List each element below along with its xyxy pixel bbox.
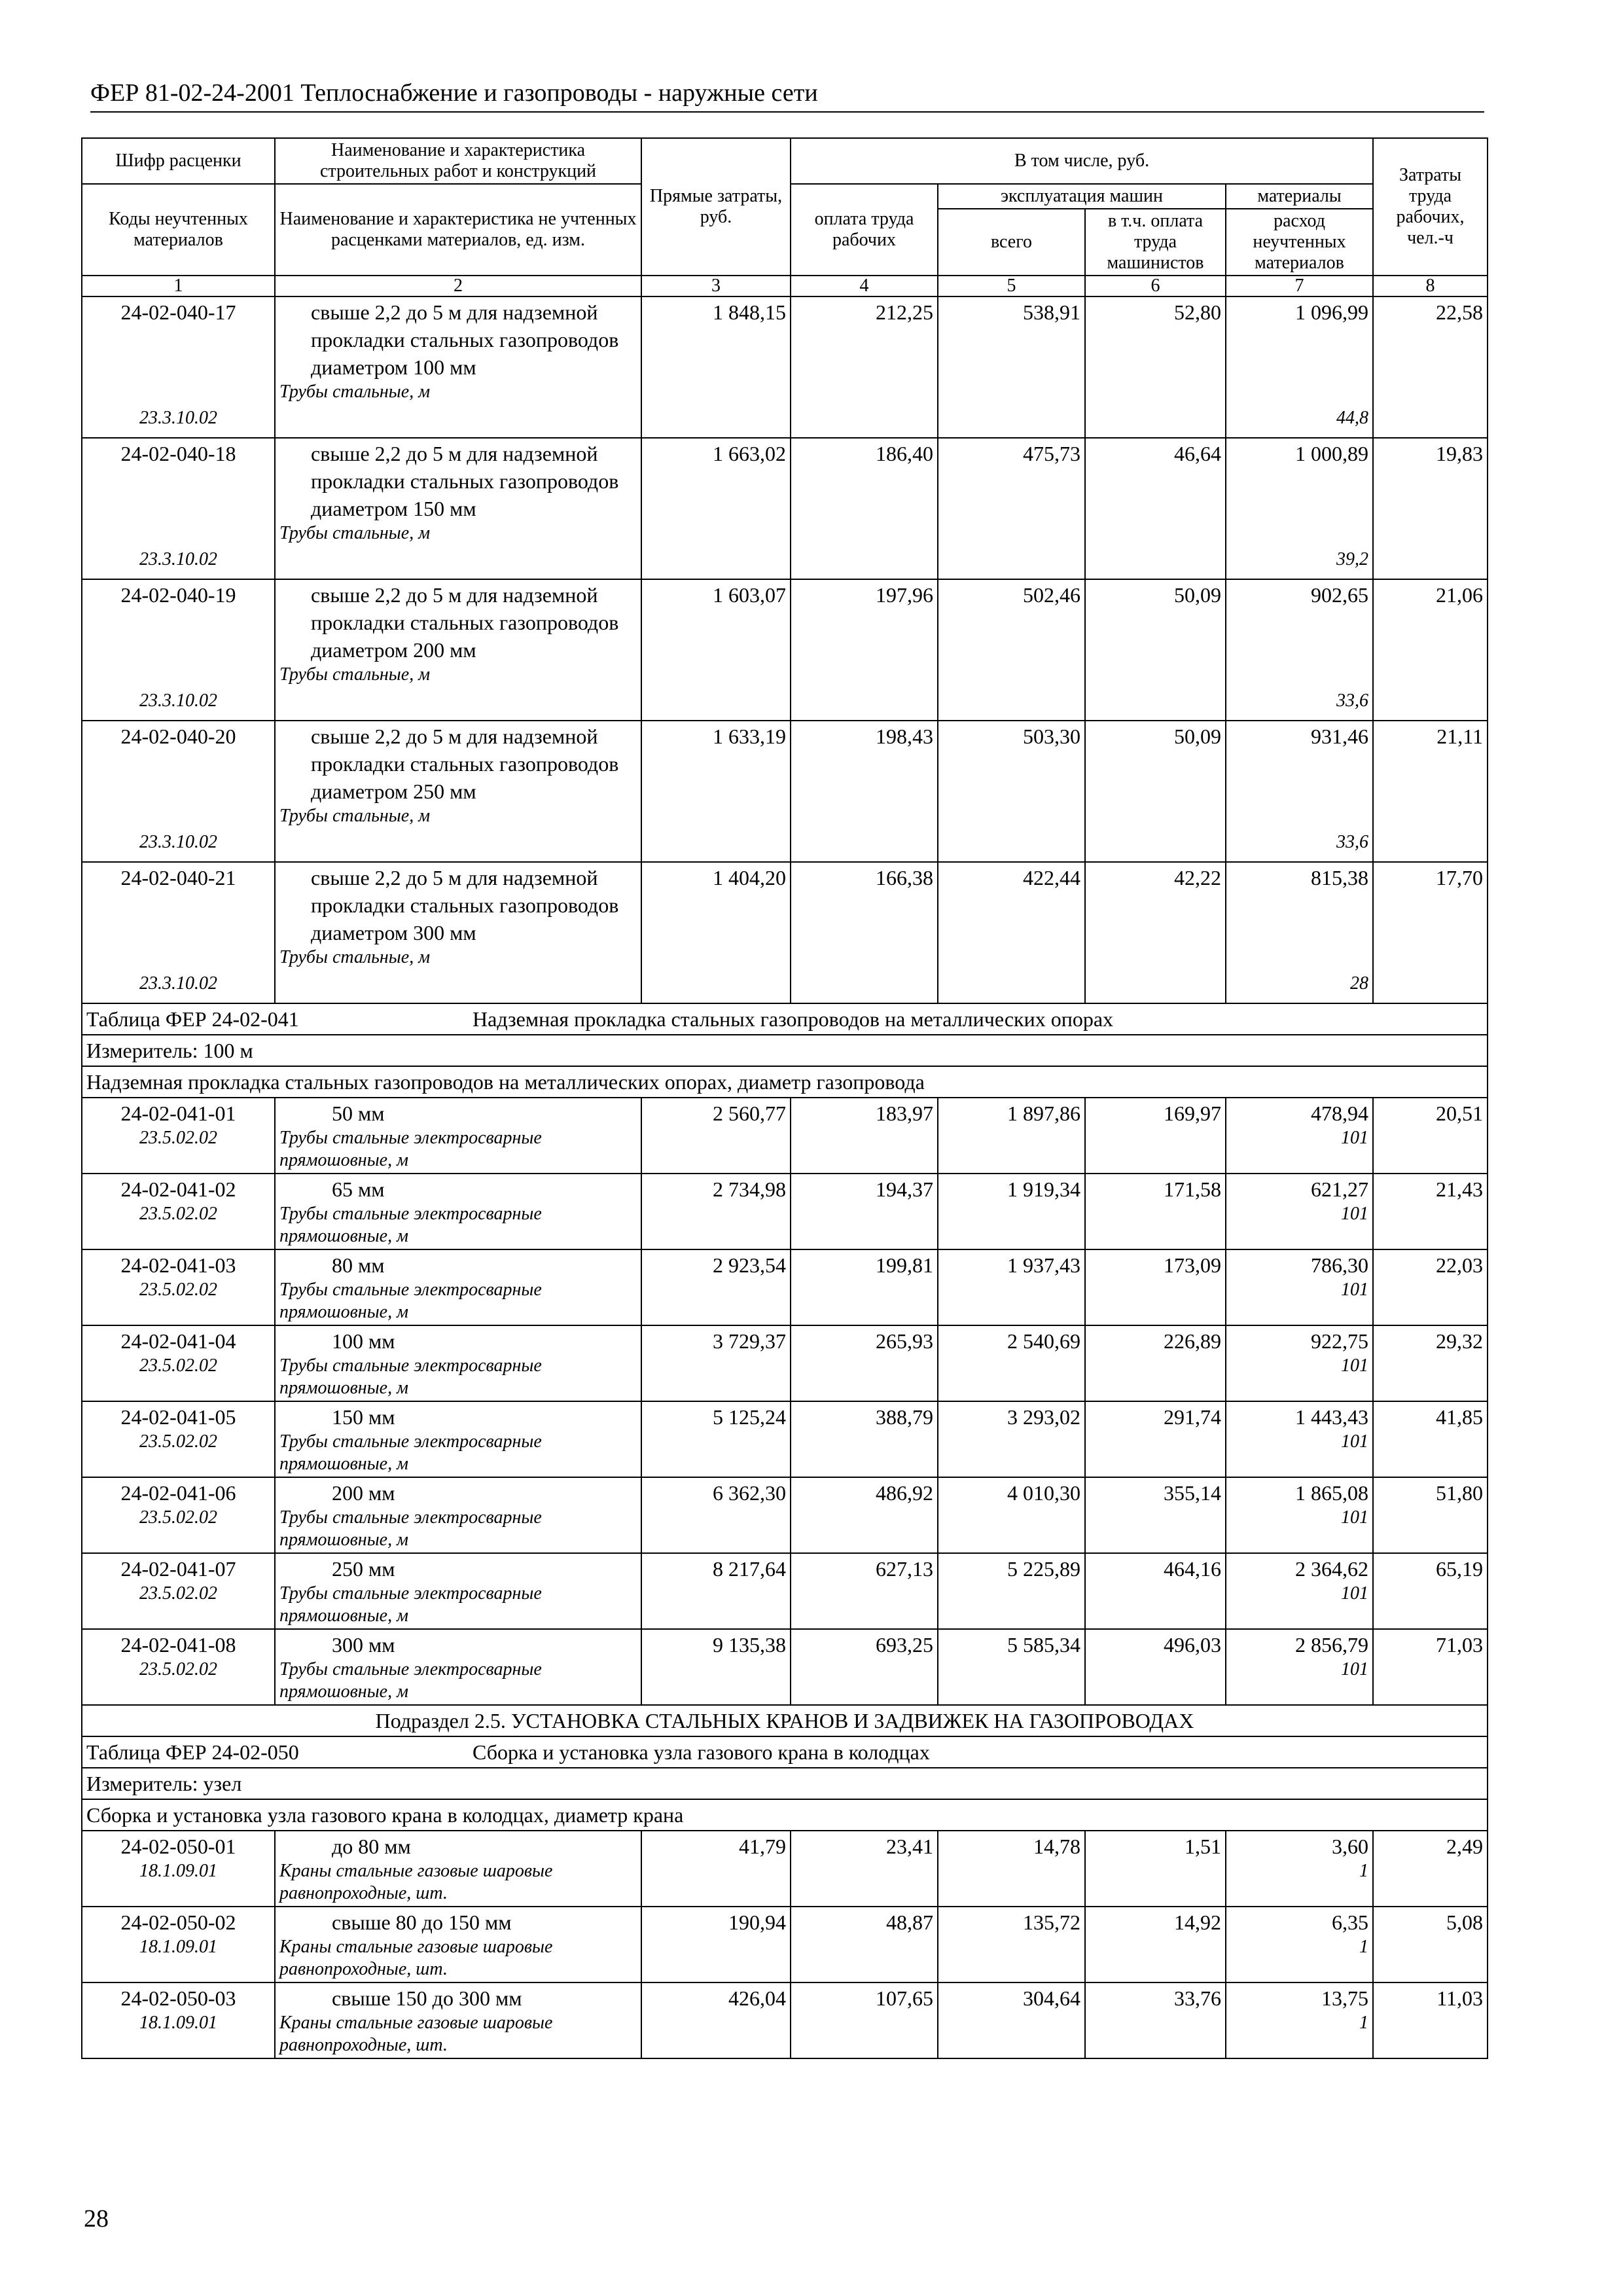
rate-code: 24-02-041-04 [120, 1329, 236, 1353]
table-group-title: Сборка и установка узла газового крана в колодцах, диаметр крана [82, 1799, 1488, 1831]
labor-hours: 21,43 [1373, 1174, 1488, 1249]
worker-wage: 48,87 [791, 1907, 938, 1982]
rate-code-cell [82, 1098, 275, 1174]
machine-total: 538,91 [938, 296, 1085, 438]
col-mach-header: эксплуатация машин [938, 184, 1226, 209]
table-group-title-row [82, 1066, 1488, 1098]
labor-hours: 20,51 [1373, 1098, 1488, 1174]
material-name: Трубы стальные, м [279, 664, 431, 685]
rate-code-cell [82, 1249, 275, 1325]
machine-total: 475,73 [938, 438, 1085, 579]
direct-cost: 1 848,15 [641, 296, 791, 438]
materials-cost: 931,46 [1311, 725, 1369, 748]
labor-hours: 51,80 [1373, 1477, 1488, 1553]
material-name: Трубы стальные электросварные прямошовные, м [279, 1431, 542, 1474]
worker-wage: 212,25 [791, 296, 938, 438]
col-mach-wage-header: в т.ч. оплата труда машинистов [1085, 209, 1226, 276]
materials-cost: 922,75 [1311, 1329, 1369, 1353]
material-quantity: 44,8 [1336, 408, 1369, 428]
materials-cost-cell [1226, 296, 1373, 438]
rate-code-cell [82, 438, 275, 579]
machine-operator-wage: 52,80 [1085, 296, 1226, 438]
rate-row [82, 1249, 1488, 1325]
material-name: Краны стальные газовые шаровые равнопроходные, шт. [279, 2013, 553, 2055]
machine-operator-wage: 46,64 [1085, 438, 1226, 579]
work-description: до 80 мм [332, 1835, 411, 1858]
section-title: Подраздел 2.5. УСТАНОВКА СТАЛЬНЫХ КРАНОВ И ЗАДВИЖЕК НА ГАЗОПРОВОДАХ [82, 1705, 1488, 1736]
direct-cost: 6 362,30 [641, 1477, 791, 1553]
column-number: 6 [1085, 276, 1226, 296]
material-quantity: 28 [1350, 973, 1369, 994]
rate-code-cell [82, 1325, 275, 1401]
rate-description-cell [275, 1982, 641, 2058]
rate-row [82, 1629, 1488, 1705]
material-name: Трубы стальные электросварные прямошовные, м [279, 1280, 542, 1322]
col-code-header: Шифр расценки [82, 138, 275, 184]
rate-code: 24-02-040-19 [120, 583, 236, 607]
col-mat-header: материалы [1226, 184, 1373, 209]
rate-row [82, 721, 1488, 862]
col-name-header: Наименование и характеристика строительных работ и конструкций [275, 138, 641, 184]
materials-cost-cell [1226, 438, 1373, 579]
rate-description-cell [275, 1907, 641, 1982]
machine-total: 3 293,02 [938, 1401, 1085, 1477]
machine-total: 1 937,43 [938, 1249, 1085, 1325]
rate-code: 24-02-041-08 [120, 1633, 236, 1657]
rate-code-cell [82, 1477, 275, 1553]
labor-hours: 11,03 [1373, 1982, 1488, 2058]
rate-code: 24-02-041-07 [120, 1557, 236, 1581]
rate-row [82, 1553, 1488, 1629]
rate-code-cell [82, 296, 275, 438]
direct-cost: 190,94 [641, 1907, 791, 1982]
materials-cost: 621,27 [1311, 1177, 1369, 1201]
rates-table [81, 137, 1488, 2059]
column-number: 4 [791, 276, 938, 296]
work-description: 200 мм [332, 1481, 395, 1505]
worker-wage: 186,40 [791, 438, 938, 579]
material-quantity: 101 [1341, 1128, 1369, 1148]
rate-description-cell [275, 1553, 641, 1629]
table-number: Таблица ФЕР 24-02-050 [86, 1740, 299, 1764]
machine-total: 304,64 [938, 1982, 1085, 2058]
machine-total: 5 225,89 [938, 1553, 1085, 1629]
materials-cost: 1 000,89 [1295, 442, 1369, 465]
rate-code: 24-02-050-01 [120, 1835, 236, 1858]
column-number: 2 [275, 276, 641, 296]
material-name: Трубы стальные, м [279, 947, 431, 967]
direct-cost: 1 404,20 [641, 862, 791, 1003]
direct-cost: 1 663,02 [641, 438, 791, 579]
rate-code-cell [82, 1401, 275, 1477]
rate-code-cell [82, 1907, 275, 1982]
header-row-1 [82, 138, 1488, 184]
rate-code-cell [82, 1831, 275, 1907]
col-matcode-header: Коды неучтенных материалов [82, 184, 275, 276]
material-name: Трубы стальные электросварные прямошовные, м [279, 1507, 542, 1550]
materials-cost-cell [1226, 1098, 1373, 1174]
machine-total: 1 897,86 [938, 1098, 1085, 1174]
material-code: 18.1.09.01 [139, 1937, 217, 1957]
materials-cost-cell [1226, 579, 1373, 721]
material-name: Трубы стальные, м [279, 523, 431, 543]
materials-cost: 3,60 [1332, 1835, 1369, 1858]
table-group-title: Надземная прокладка стальных газопроводов на металлических опорах, диаметр газопровода [82, 1066, 1488, 1098]
material-code: 23.5.02.02 [139, 1204, 217, 1224]
rate-description-cell [275, 438, 641, 579]
rate-row [82, 1831, 1488, 1907]
machine-total: 503,30 [938, 721, 1085, 862]
material-name: Трубы стальные электросварные прямошовные, м [279, 1204, 542, 1246]
material-quantity: 101 [1341, 1431, 1369, 1452]
table-number: Таблица ФЕР 24-02-041 [86, 1007, 299, 1031]
materials-cost-cell [1226, 1629, 1373, 1705]
materials-cost-cell [1226, 1174, 1373, 1249]
work-description: свыше 150 до 300 мм [332, 1986, 522, 2010]
page-number: 28 [84, 2205, 109, 2233]
direct-cost: 3 729,37 [641, 1325, 791, 1401]
rate-code-cell [82, 721, 275, 862]
materials-cost: 786,30 [1311, 1253, 1369, 1277]
direct-cost: 41,79 [641, 1831, 791, 1907]
machine-total: 1 919,34 [938, 1174, 1085, 1249]
materials-cost: 815,38 [1311, 866, 1369, 889]
work-description: 80 мм [332, 1253, 385, 1277]
material-code: 23.3.10.02 [139, 408, 217, 428]
direct-cost: 5 125,24 [641, 1401, 791, 1477]
material-quantity: 1 [1359, 1937, 1369, 1957]
rate-row [82, 1174, 1488, 1249]
work-description: свыше 2,2 до 5 м для надземной прокладки стальных газопроводов диаметром 250 мм [311, 725, 619, 803]
worker-wage: 23,41 [791, 1831, 938, 1907]
materials-cost-cell [1226, 1907, 1373, 1982]
material-name: Краны стальные газовые шаровые равнопроходные, шт. [279, 1937, 553, 1979]
rate-description-cell [275, 1098, 641, 1174]
machine-operator-wage: 173,09 [1085, 1249, 1226, 1325]
material-code: 23.5.02.02 [139, 1355, 217, 1376]
machine-total: 14,78 [938, 1831, 1085, 1907]
rate-row [82, 1907, 1488, 1982]
rate-description-cell [275, 1629, 641, 1705]
rate-code-cell [82, 1174, 275, 1249]
rate-description-cell [275, 296, 641, 438]
rate-code: 24-02-040-20 [120, 725, 236, 748]
column-number: 7 [1226, 276, 1373, 296]
col-wage-header: оплата труда рабочих [791, 184, 938, 276]
table-group-title-row [82, 1799, 1488, 1831]
col-mach-total-header: всего [938, 209, 1085, 276]
labor-hours: 29,32 [1373, 1325, 1488, 1401]
col-labor-header: Затраты труда рабочих, чел.-ч [1373, 138, 1488, 276]
material-quantity: 101 [1341, 1355, 1369, 1376]
table-heading-row [82, 1736, 1488, 1768]
labor-hours: 5,08 [1373, 1907, 1488, 1982]
rate-code-cell [82, 1629, 275, 1705]
worker-wage: 388,79 [791, 1401, 938, 1477]
materials-cost-cell [1226, 1477, 1373, 1553]
rate-description-cell [275, 721, 641, 862]
machine-operator-wage: 291,74 [1085, 1401, 1226, 1477]
machine-total: 5 585,34 [938, 1629, 1085, 1705]
materials-cost: 13,75 [1321, 1986, 1369, 2010]
material-code: 23.5.02.02 [139, 1507, 217, 1528]
machine-operator-wage: 464,16 [1085, 1553, 1226, 1629]
material-code: 23.3.10.02 [139, 973, 217, 994]
work-description: 150 мм [332, 1405, 395, 1429]
worker-wage: 265,93 [791, 1325, 938, 1401]
materials-cost: 1 443,43 [1295, 1405, 1369, 1429]
material-code: 23.5.02.02 [139, 1431, 217, 1452]
direct-cost: 1 603,07 [641, 579, 791, 721]
material-name: Трубы стальные электросварные прямошовные, м [279, 1659, 542, 1702]
table-heading [82, 1736, 1488, 1768]
material-code: 23.5.02.02 [139, 1659, 217, 1679]
direct-cost: 2 734,98 [641, 1174, 791, 1249]
worker-wage: 166,38 [791, 862, 938, 1003]
machine-total: 4 010,30 [938, 1477, 1085, 1553]
rate-row [82, 1325, 1488, 1401]
machine-operator-wage: 42,22 [1085, 862, 1226, 1003]
machine-operator-wage: 14,92 [1085, 1907, 1226, 1982]
work-description: 300 мм [332, 1633, 395, 1657]
rate-code: 24-02-040-21 [120, 866, 236, 889]
material-quantity: 1 [1359, 1861, 1369, 1881]
direct-cost: 2 560,77 [641, 1098, 791, 1174]
material-quantity: 1 [1359, 2013, 1369, 2033]
material-code: 18.1.09.01 [139, 2013, 217, 2033]
rate-code: 24-02-040-18 [120, 442, 236, 465]
worker-wage: 198,43 [791, 721, 938, 862]
rate-code: 24-02-050-02 [120, 1910, 236, 1934]
worker-wage: 486,92 [791, 1477, 938, 1553]
materials-cost: 478,94 [1311, 1102, 1369, 1125]
labor-hours: 22,03 [1373, 1249, 1488, 1325]
worker-wage: 107,65 [791, 1982, 938, 2058]
labor-hours: 71,03 [1373, 1629, 1488, 1705]
work-description: свыше 2,2 до 5 м для надземной прокладки стальных газопроводов диаметром 200 мм [311, 583, 619, 662]
running-header: ФЕР 81-02-24-2001 Теплоснабжение и газопроводы - наружные сети [90, 77, 1484, 113]
material-name: Трубы стальные электросварные прямошовные, м [279, 1583, 542, 1626]
table-heading-row [82, 1003, 1488, 1035]
material-quantity: 39,2 [1336, 549, 1369, 569]
rate-description-cell [275, 1325, 641, 1401]
work-description: свыше 2,2 до 5 м для надземной прокладки стальных газопроводов диаметром 100 мм [311, 300, 619, 379]
materials-cost-cell [1226, 1553, 1373, 1629]
machine-operator-wage: 226,89 [1085, 1325, 1226, 1401]
worker-wage: 194,37 [791, 1174, 938, 1249]
rate-row [82, 1477, 1488, 1553]
direct-cost: 1 633,19 [641, 721, 791, 862]
rate-row [82, 1401, 1488, 1477]
machine-operator-wage: 1,51 [1085, 1831, 1226, 1907]
machine-operator-wage: 355,14 [1085, 1477, 1226, 1553]
machine-operator-wage: 33,76 [1085, 1982, 1226, 2058]
table-heading [82, 1003, 1488, 1035]
material-name: Трубы стальные, м [279, 382, 431, 402]
material-code: 23.5.02.02 [139, 1583, 217, 1604]
direct-cost: 2 923,54 [641, 1249, 791, 1325]
machine-operator-wage: 496,03 [1085, 1629, 1226, 1705]
machine-operator-wage: 171,58 [1085, 1174, 1226, 1249]
rate-description-cell [275, 1477, 641, 1553]
materials-cost: 2 364,62 [1295, 1557, 1369, 1581]
machine-operator-wage: 50,09 [1085, 721, 1226, 862]
table-measure: Измеритель: узел [82, 1768, 1488, 1799]
work-description: 100 мм [332, 1329, 395, 1353]
material-code: 23.5.02.02 [139, 1128, 217, 1148]
col-mat-use-header: расход неучтенных материалов [1226, 209, 1373, 276]
rate-code: 24-02-041-05 [120, 1405, 236, 1429]
labor-hours: 17,70 [1373, 862, 1488, 1003]
table-measure-row [82, 1768, 1488, 1799]
labor-hours: 41,85 [1373, 1401, 1488, 1477]
rate-description-cell [275, 862, 641, 1003]
rate-row [82, 1982, 1488, 2058]
work-description: 50 мм [332, 1102, 385, 1125]
labor-hours: 21,06 [1373, 579, 1488, 721]
column-number: 3 [641, 276, 791, 296]
rate-row [82, 296, 1488, 438]
material-quantity: 33,6 [1336, 832, 1369, 852]
labor-hours: 2,49 [1373, 1831, 1488, 1907]
materials-cost-cell [1226, 1982, 1373, 2058]
rate-code: 24-02-041-06 [120, 1481, 236, 1505]
material-name: Краны стальные газовые шаровые равнопроходные, шт. [279, 1861, 553, 1903]
machine-total: 135,72 [938, 1907, 1085, 1982]
materials-cost: 1 865,08 [1295, 1481, 1369, 1505]
machine-total: 2 540,69 [938, 1325, 1085, 1401]
materials-cost: 902,65 [1311, 583, 1369, 607]
rate-row [82, 438, 1488, 579]
material-quantity: 101 [1341, 1583, 1369, 1604]
column-number: 5 [938, 276, 1085, 296]
material-code: 23.5.02.02 [139, 1280, 217, 1300]
machine-total: 502,46 [938, 579, 1085, 721]
rate-description-cell [275, 1831, 641, 1907]
rate-row [82, 1098, 1488, 1174]
table-body [82, 276, 1488, 2058]
work-description: 65 мм [332, 1177, 385, 1201]
material-quantity: 101 [1341, 1507, 1369, 1528]
material-quantity: 101 [1341, 1204, 1369, 1224]
table-title: Сборка и установка узла газового крана в колодцах [473, 1740, 930, 1764]
material-quantity: 101 [1341, 1659, 1369, 1679]
column-numbers-row [82, 276, 1488, 296]
rate-code: 24-02-040-17 [120, 300, 236, 324]
material-name: Трубы стальные электросварные прямошовные, м [279, 1128, 542, 1170]
material-name: Трубы стальные, м [279, 806, 431, 826]
rate-code-cell [82, 579, 275, 721]
rate-row [82, 862, 1488, 1003]
work-description: свыше 2,2 до 5 м для надземной прокладки стальных газопроводов диаметром 150 мм [311, 442, 619, 520]
col-direct-header: Прямые затраты, руб. [641, 138, 791, 276]
rate-description-cell [275, 1174, 641, 1249]
material-code: 23.3.10.02 [139, 691, 217, 711]
column-number: 8 [1373, 276, 1488, 296]
rate-code: 24-02-041-03 [120, 1253, 236, 1277]
direct-cost: 9 135,38 [641, 1629, 791, 1705]
rate-code-cell [82, 862, 275, 1003]
labor-hours: 19,83 [1373, 438, 1488, 579]
materials-cost: 1 096,99 [1295, 300, 1369, 324]
rate-row [82, 579, 1488, 721]
materials-cost-cell [1226, 1831, 1373, 1907]
labor-hours: 21,11 [1373, 721, 1488, 862]
material-code: 18.1.09.01 [139, 1861, 217, 1881]
table-measure-row [82, 1035, 1488, 1066]
worker-wage: 693,25 [791, 1629, 938, 1705]
worker-wage: 197,96 [791, 579, 938, 721]
material-code: 23.3.10.02 [139, 832, 217, 852]
materials-cost-cell [1226, 1249, 1373, 1325]
worker-wage: 199,81 [791, 1249, 938, 1325]
work-description: свыше 2,2 до 5 м для надземной прокладки стальных газопроводов диаметром 300 мм [311, 866, 619, 944]
material-quantity: 33,6 [1336, 691, 1369, 711]
table-title: Надземная прокладка стальных газопроводов на металлических опорах [473, 1007, 1114, 1031]
materials-cost-cell [1226, 862, 1373, 1003]
work-description: свыше 80 до 150 мм [332, 1910, 512, 1934]
materials-cost-cell [1226, 1325, 1373, 1401]
machine-operator-wage: 169,97 [1085, 1098, 1226, 1174]
rate-code: 24-02-041-02 [120, 1177, 236, 1201]
materials-cost-cell [1226, 1401, 1373, 1477]
table-measure: Измеритель: 100 м [82, 1035, 1488, 1066]
materials-cost-cell [1226, 721, 1373, 862]
rate-code: 24-02-050-03 [120, 1986, 236, 2010]
rate-description-cell [275, 1249, 641, 1325]
direct-cost: 8 217,64 [641, 1553, 791, 1629]
rate-description-cell [275, 579, 641, 721]
rate-code-cell [82, 1553, 275, 1629]
col-incl-header: В том числе, руб. [791, 138, 1373, 184]
labor-hours: 65,19 [1373, 1553, 1488, 1629]
machine-total: 422,44 [938, 862, 1085, 1003]
material-quantity: 101 [1341, 1280, 1369, 1300]
materials-cost: 6,35 [1332, 1910, 1369, 1934]
machine-operator-wage: 50,09 [1085, 579, 1226, 721]
labor-hours: 22,58 [1373, 296, 1488, 438]
work-description: 250 мм [332, 1557, 395, 1581]
material-name: Трубы стальные электросварные прямошовные, м [279, 1355, 542, 1398]
materials-cost: 2 856,79 [1295, 1633, 1369, 1657]
rate-code: 24-02-041-01 [120, 1102, 236, 1125]
material-code: 23.3.10.02 [139, 549, 217, 569]
col-matname-header: Наименование и характеристика не учтенных расценками материалов, ед. изм. [275, 184, 641, 276]
section-title-row [82, 1705, 1488, 1736]
worker-wage: 183,97 [791, 1098, 938, 1174]
direct-cost: 426,04 [641, 1982, 791, 2058]
rate-code-cell [82, 1982, 275, 2058]
rate-description-cell [275, 1401, 641, 1477]
worker-wage: 627,13 [791, 1553, 938, 1629]
column-number: 1 [82, 276, 275, 296]
